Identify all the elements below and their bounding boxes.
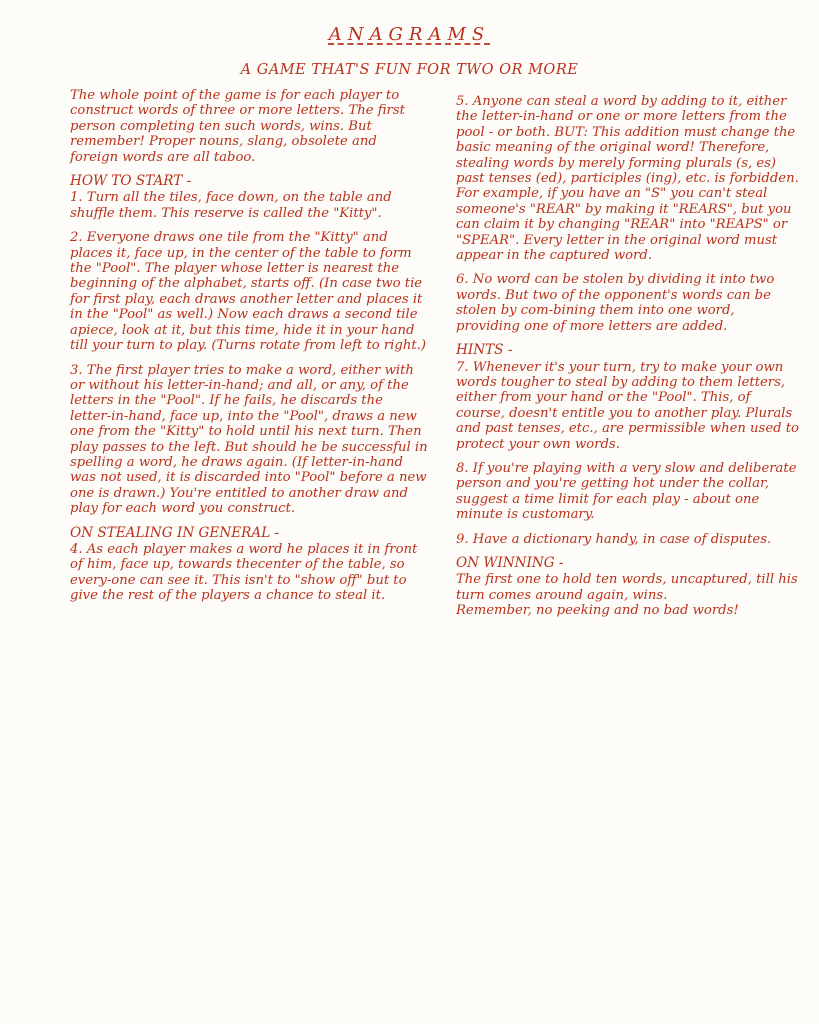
rule-1: 1. Turn all the tiles, face down, on the table and shuffle them. This reserve is called the "Kitty". — [70, 190, 392, 221]
hint-7: 7. Whenever it's your turn, try to make your own words tougher to steal by adding to them letters, either from your hand or the "Pool". This, of course, doesn't entitle you to another play. Plurals and past tenses, etc., are permissible when used to protect your own words. — [456, 359, 799, 452]
page-subtitle: A GAME THAT'S FUN FOR TWO OR MORE — [240, 62, 579, 78]
hint-8: 8. If you're playing with a very slow and deliberate person and you're getting hot under the collar, suggest a time limit for each play - about one minute is customary. — [456, 460, 797, 523]
section-heading-hints: HINTS - — [456, 342, 513, 359]
hint-9: 9. Have a dictionary handy, in case of disputes. — [456, 531, 772, 547]
section-heading-how-to-start: HOW TO START - — [70, 173, 192, 190]
winning-paragraph: The first one to hold ten words, uncaptured, till his turn comes around again, wins. — [456, 572, 798, 603]
section-heading-stealing: ON STEALING IN GENERAL - — [70, 524, 280, 541]
rule-3: 3. The first player tries to make a word, either with or without his letter-in-hand; and all, or any, of the letters in the "Pool". If he fails, he discards the letter-in-hand, face up, into the "Pool", draws a new one from the "Kitty" to hold until his next turn. Then play passes to the left. But should he be successful in spelling a word, he draws again. (If letter-in-hand was not used, it is discarded into "Pool" before a new one is drawn.) You're entitled to another draw and play for each word you construct. — [70, 362, 428, 517]
page-title: ANAGRAMS — [328, 24, 491, 45]
section-heading-winning: ON WINNING - — [456, 554, 564, 571]
right-column — [456, 94, 801, 628]
rule-2: 2. Everyone draws one tile from the "Kitty" and places it, face up, in the center of the table to form the "Pool". The player whose letter is nearest the beginning of the alphabet, starts off. (In case two tie for first play, each draws another letter and places it in the "Pool" as well.) Now each draws a second tile apiece, look at it, but this time, hide it in your hand till your turn to play. (Turns rotate from left to right.) — [70, 230, 426, 354]
left-column — [70, 88, 428, 613]
intro-paragraph: The whole point of the game is for each player to construct words of three or more letters. The first person completing ten such words, wins. But remember! Proper nouns, slang, obsolete and foreign words are all taboo. — [70, 88, 405, 165]
closing-remark: Remember, no peeking and no bad words! — [456, 603, 739, 619]
rule-5: 5. Anyone can steal a word by adding to it, either the letter-in-hand or one or more letters from the pool - or both. BUT: This addition must change the basic meaning of the original word! Therefore, stealing words by merely forming plurals (s, es) past tenses (ed), participles (ing), etc. is forbidden. For example, if you have an "S" you can't steal someone's "REAR" by making it "REARS", but you can claim it by changing "REAR" into "REAPS" or "SPEAR". Every letter in the original word must appear in the captured word. — [456, 94, 799, 264]
rule-4: 4. As each player makes a word he places it in front of him, face up, towards thecenter of the table, so every-one can see it. This isn't to "show off" but to give the rest of the players a chance to steal it. — [70, 541, 418, 604]
rule-6: 6. No word can be stolen by dividing it into two words. But two of the opponent's words can be stolen by com-bining them into one word, providing one of more letters are added. — [456, 272, 775, 334]
